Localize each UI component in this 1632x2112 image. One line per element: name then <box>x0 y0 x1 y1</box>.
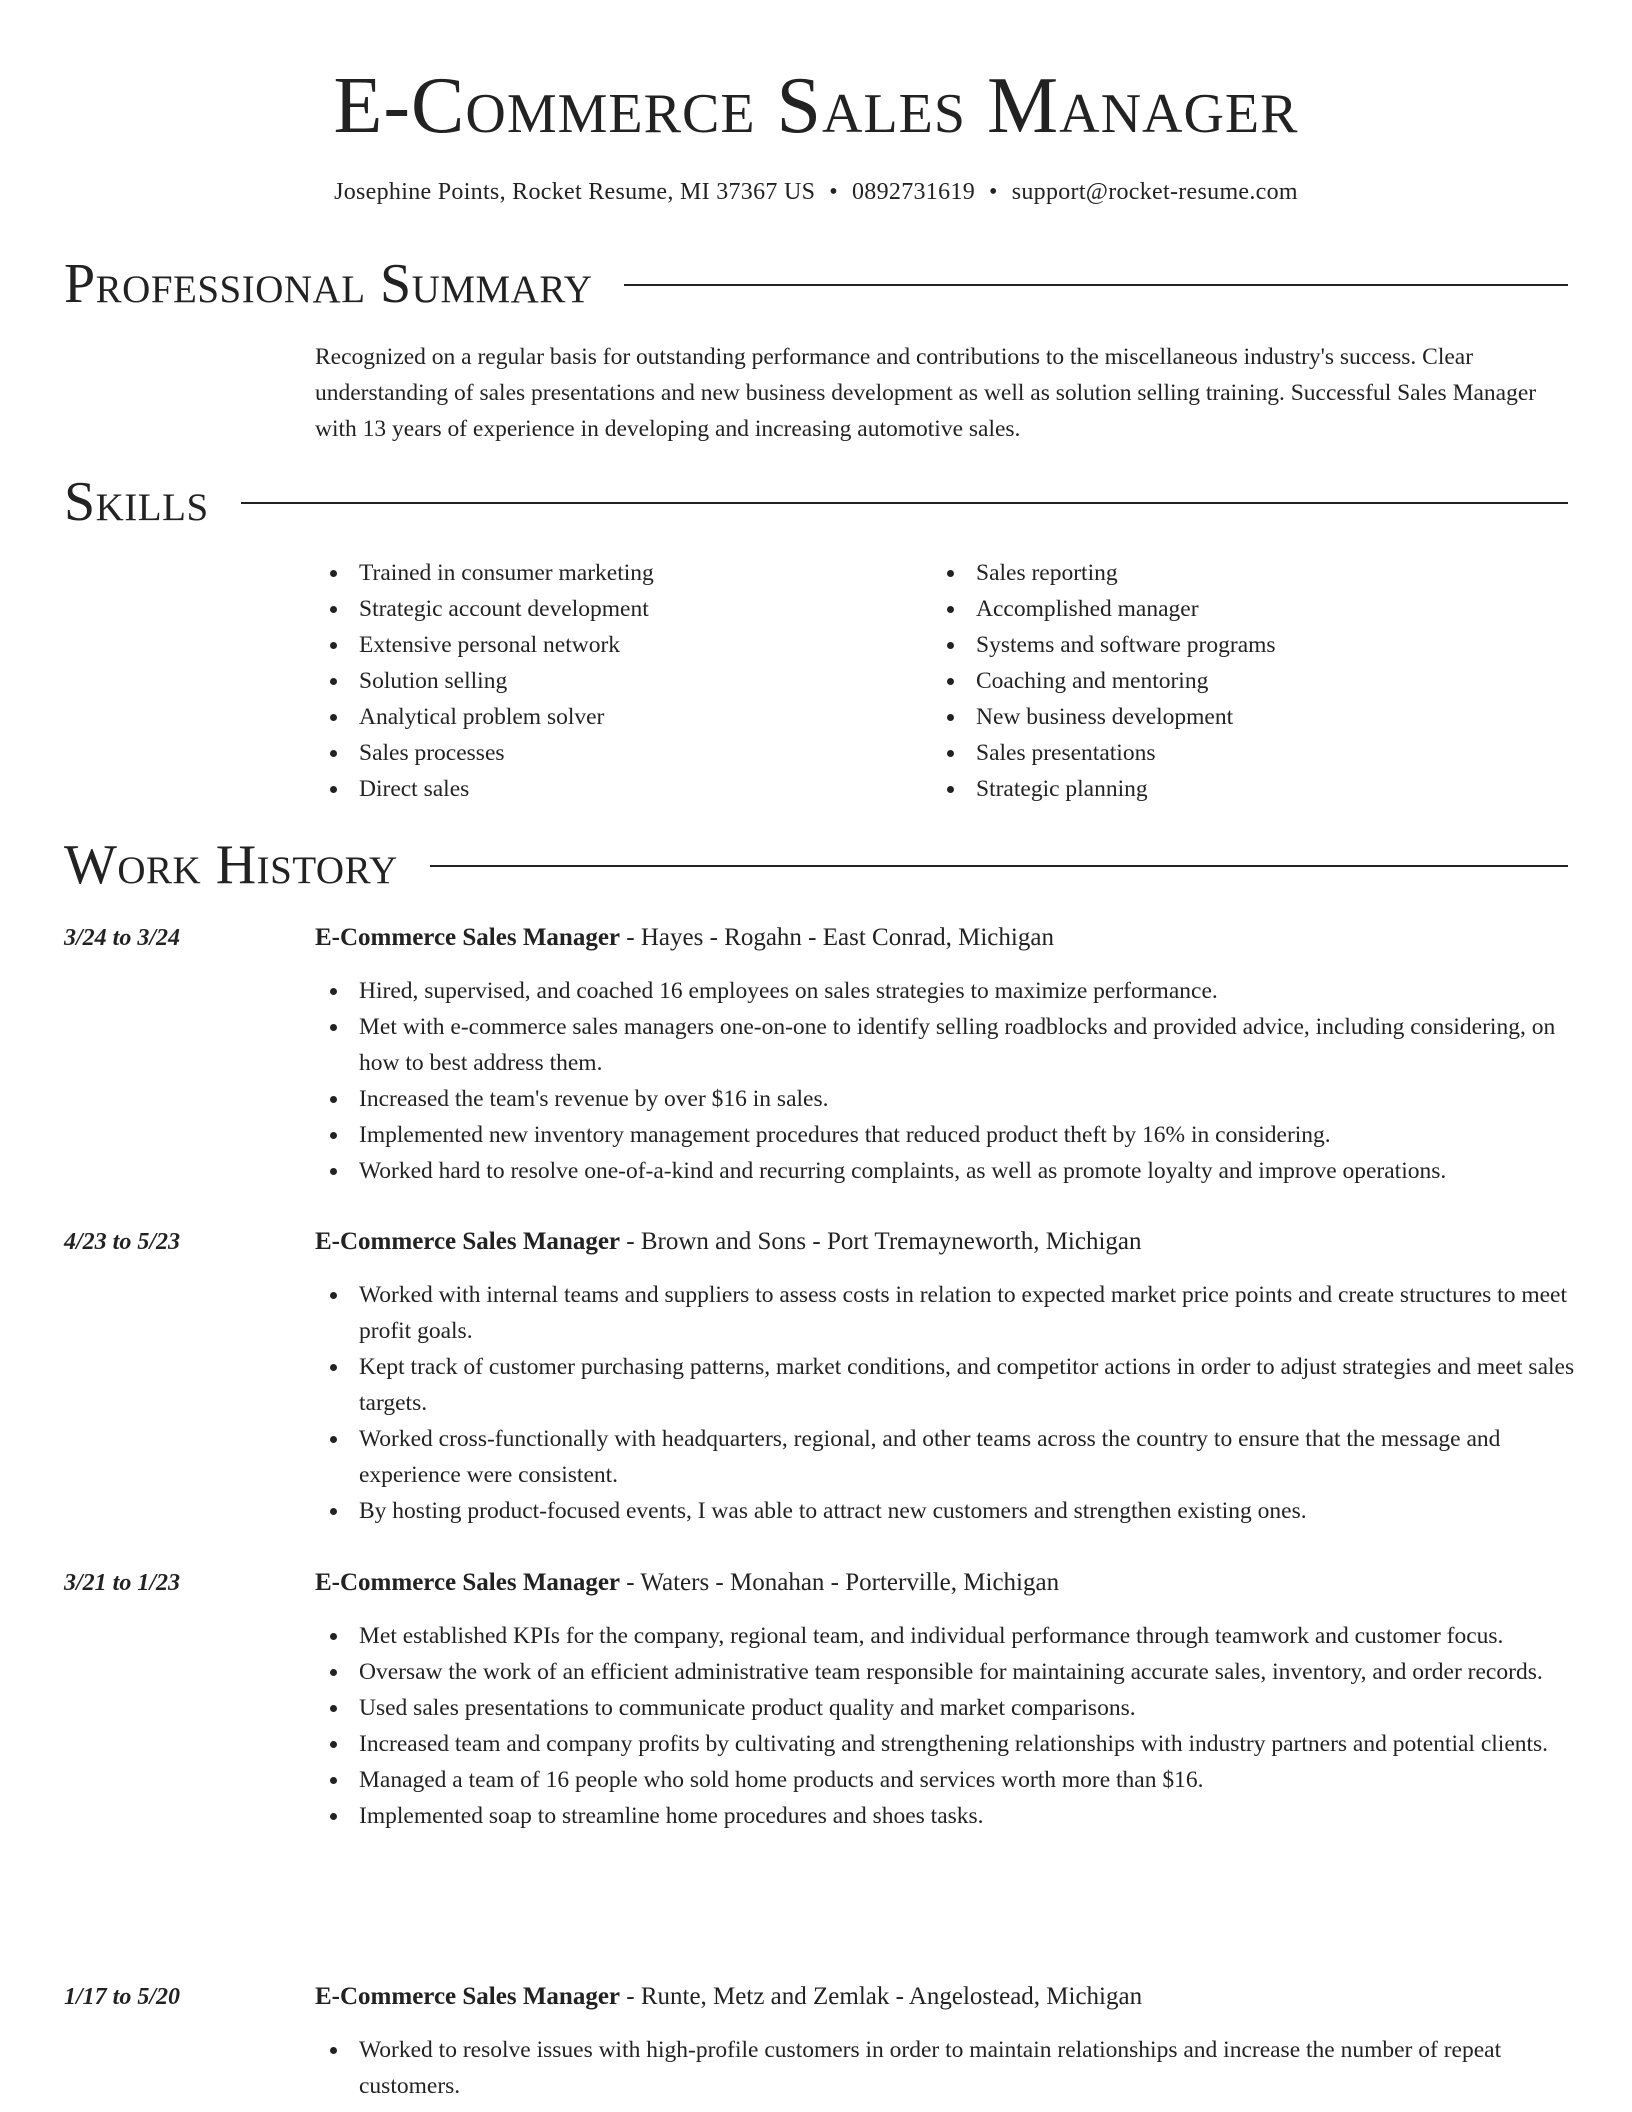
job-dates: 4/23 to 5/23 <box>64 1229 181 1255</box>
job-role: E-Commerce Sales Manager <box>315 1569 621 1596</box>
contact-phone: 0892731619 <box>852 179 975 205</box>
skill-item: Direct sales <box>315 771 915 807</box>
skills-section-header <box>64 470 1568 534</box>
skills-list-right <box>932 555 1572 807</box>
job-title-line <box>315 1979 1142 2015</box>
job-bullet: Met established KPIs for the company, regional team, and individual performance through teamwork and customer focus. <box>315 1618 1575 1654</box>
skill-item: Analytical problem solver <box>315 699 915 735</box>
summary-text: Recognized on a regular basis for outstanding performance and contributions to the miscellaneous industry's success. Clear understanding of sales presentations and new business development as well as solution selling training. Successful Sales Manager with 13 years of experience in developing and increasing automotive sales. <box>315 344 1537 442</box>
job-bullet: Kept track of customer purchasing patterns, market conditions, and competitor actions in order to adjust strategies and meet sales targets. <box>315 1349 1575 1421</box>
contact-line <box>0 175 1632 209</box>
job-role: E-Commerce Sales Manager <box>315 1228 621 1255</box>
job-bullet: Implemented new inventory management procedures that reduced product theft by 16% in considering. <box>315 1117 1575 1153</box>
job-bullet: Oversaw the work of an efficient administrative team responsible for maintaining accurate sales, inventory, and order records. <box>315 1654 1575 1690</box>
job-bullet: Implemented soap to streamline home procedures and shoes tasks. <box>315 1798 1575 1834</box>
job-title-line <box>315 920 1054 956</box>
contact-separator: • <box>829 179 838 205</box>
job-dates: 3/21 to 1/23 <box>64 1570 181 1596</box>
job-bullets <box>315 1618 1575 1834</box>
summary-section-header <box>64 252 1568 316</box>
job-bullet: Hired, supervised, and coached 16 employees on sales strategies to maximize performance. <box>315 973 1575 1009</box>
job-company: - Runte, Metz and Zemlak - Angelostead, Michigan <box>620 1983 1143 2010</box>
job-bullet: By hosting product-focused events, I was able to attract new customers and strengthen existing ones. <box>315 1493 1575 1529</box>
section-title-summary: Professional Summary <box>64 253 593 315</box>
job-bullet: Worked to resolve issues with high-profile customers in order to maintain relationships and increase the number of repeat customers. <box>315 2032 1575 2104</box>
skills-list-left <box>315 555 915 807</box>
skill-item: Sales processes <box>315 735 915 771</box>
section-divider <box>241 502 1568 504</box>
job-title-line <box>315 1224 1142 1260</box>
job-bullet: Worked hard to resolve one-of-a-kind and recurring complaints, as well as promote loyalty and improve operations. <box>315 1153 1575 1189</box>
skill-item: Strategic account development <box>315 591 915 627</box>
skill-item: Extensive personal network <box>315 627 915 663</box>
section-title-skills: Skills <box>64 471 209 533</box>
work-section-header <box>64 833 1568 897</box>
skill-item: Solution selling <box>315 663 915 699</box>
job-role: E-Commerce Sales Manager <box>315 924 621 951</box>
skill-item: Trained in consumer marketing <box>315 555 915 591</box>
section-divider <box>430 865 1568 867</box>
skill-item: Systems and software programs <box>932 627 1572 663</box>
skill-item: New business development <box>932 699 1572 735</box>
skill-item: Sales reporting <box>932 555 1572 591</box>
job-company: - Brown and Sons - Port Tremayneworth, Michigan <box>620 1228 1142 1255</box>
job-company: - Hayes - Rogahn - East Conrad, Michigan <box>620 924 1054 951</box>
job-title-line <box>315 1565 1059 1601</box>
resume-name: E-Commerce Sales Manager <box>333 62 1299 150</box>
job-bullet: Managed a team of 16 people who sold home products and services worth more than $16. <box>315 1762 1575 1798</box>
job-dates: 3/24 to 3/24 <box>64 925 181 951</box>
skill-item: Strategic planning <box>932 771 1572 807</box>
job-bullet: Increased the team's revenue by over $16 in sales. <box>315 1081 1575 1117</box>
job-bullet: Worked with internal teams and suppliers to assess costs in relation to expected market price points and create structures to meet profit goals. <box>315 1277 1575 1349</box>
contact-email[interactable]: support@rocket-resume.com <box>1011 179 1298 205</box>
skill-item: Sales presentations <box>932 735 1572 771</box>
job-bullet: Met with e-commerce sales managers one-on-one to identify selling roadblocks and provided advice, including considering, on how to best address them. <box>315 1009 1575 1081</box>
section-title-work: Work History <box>64 834 398 896</box>
job-bullets <box>315 2032 1575 2104</box>
contact-separator: • <box>989 179 998 205</box>
job-bullet: Worked cross-functionally with headquarters, regional, and other teams across the country to ensure that the message and experience were consistent. <box>315 1421 1575 1493</box>
job-bullet: Increased team and company profits by cultivating and strengthening relationships with industry partners and potential clients. <box>315 1726 1575 1762</box>
job-role: E-Commerce Sales Manager <box>315 1983 621 2010</box>
job-dates: 1/17 to 5/20 <box>64 1984 181 2010</box>
contact-address: Josephine Points, Rocket Resume, MI 37367 US <box>334 179 816 205</box>
job-bullet: Used sales presentations to communicate product quality and market comparisons. <box>315 1690 1575 1726</box>
skill-item: Coaching and mentoring <box>932 663 1572 699</box>
job-bullets <box>315 973 1575 1189</box>
section-divider <box>624 284 1568 286</box>
skill-item: Accomplished manager <box>932 591 1572 627</box>
job-bullets <box>315 1277 1575 1529</box>
job-company: - Waters - Monahan - Porterville, Michigan <box>620 1569 1060 1596</box>
